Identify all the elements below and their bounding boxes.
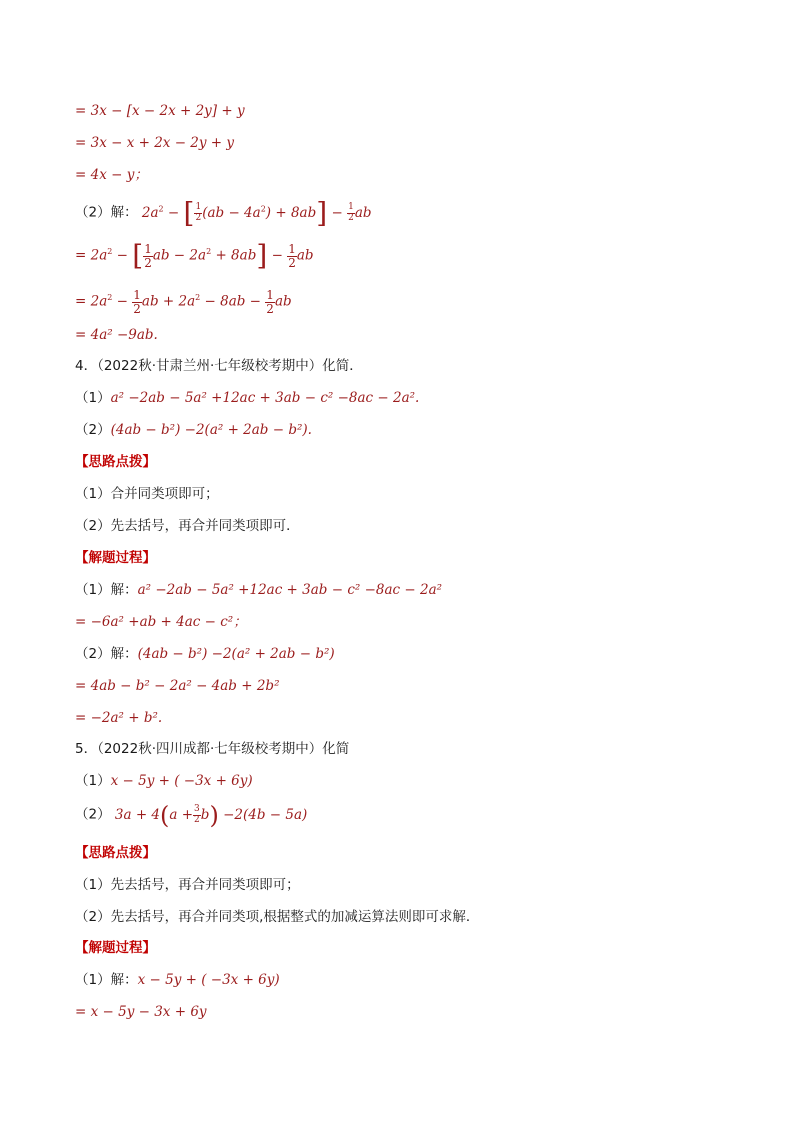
q4-sol2 (75, 644, 335, 664)
expr-seg: 2a (141, 204, 159, 221)
frac-num: 1 (348, 202, 354, 213)
frac-num: 1 (144, 241, 152, 256)
q4-sol1-label: （1）解： (75, 582, 138, 598)
q4-sol2-expr: (4ab − b²) −2(a² + 2ab − b²) (137, 646, 335, 662)
expr-seg: = 2a (75, 247, 108, 264)
expr-seg: + 8ab (211, 247, 257, 264)
q5-sol1-step-1: = x − 5y − 3x + 6y (75, 1004, 207, 1020)
q4-title: 4．（2022秋·甘肃兰州·七年级校考期中）化简． (75, 358, 363, 374)
expr-seg: ab (354, 204, 372, 221)
frac-num: 1 (288, 241, 296, 256)
frac-num: 1 (195, 202, 202, 213)
q5-title: 5．（2022秋·四川成都·七年级校考期中）化简 (75, 741, 350, 757)
expr-seg: (ab − 4a (202, 204, 261, 221)
expr-seg: −2(4b − 5a) (218, 806, 308, 823)
expr-seg: ab (274, 293, 292, 310)
frac-den: 2 (133, 301, 141, 316)
expr-seg: ab − 2a (152, 247, 207, 264)
q4-sol1-expr: a² −2ab − 5a² +12ac + 3ab − c² −8ac − 2a² (137, 582, 443, 598)
frac-den: 2 (194, 814, 200, 825)
frac-den: 2 (348, 212, 354, 223)
q4-sol1 (75, 580, 442, 600)
q5-hint-2: （2）先去括号，再合并同类项,根据整式的加减运算法则即可求解． (75, 909, 480, 925)
q4-hint-2: （2）先去括号，再合并同类项即可． (75, 518, 300, 534)
frac-num: 3 (194, 804, 200, 815)
expr-seg: b (200, 806, 210, 823)
q5-part1-label: （1） (75, 773, 111, 789)
q3-step-3: = 4x − y； (75, 167, 148, 183)
q3-part2-line: （2）解： $2a^2$ − [ $\frac{1}{2}$ $(ab - 4a^2) + 8ab$] − $\frac{1}{2}$ ab (75, 196, 372, 229)
expr-seg: ab + 2a (141, 293, 196, 310)
q5-part2-label: （2） (75, 806, 111, 823)
q3-part2-step-1: = $2a^2$ − [ $\frac{1}{2}$ ab − $2a^2 + 8ab$] − $\frac{1}{2}$ ab (75, 239, 314, 272)
frac-den: 2 (195, 212, 202, 223)
q4-sol2-result: = −2a² + b². (75, 710, 163, 726)
q5-hint-1: （1）先去括号，再合并同类项即可； (75, 877, 300, 893)
expr-seg: a + (169, 806, 194, 823)
q4-part1 (75, 388, 419, 408)
q4-sol2-step-1: = 4ab − b² − 2a² − 4ab + 2b² (75, 678, 280, 694)
expr-seg: ab (296, 247, 314, 264)
q5-solution-heading: 【解题过程】 (75, 940, 156, 956)
expr-seg: ) + 8ab (265, 204, 317, 221)
expr-seg: − 8ab − (200, 293, 261, 310)
q5-part2: （2） 3a + 4(a + $\frac{3}{2}$ b) −2(4b − 5a) (75, 801, 308, 829)
q5-sol1-expr: x − 5y + ( −3x + 6y) (137, 972, 280, 988)
expr-seg: = 2a (75, 293, 108, 310)
q4-hint-1: （1）合并同类项即可； (75, 486, 219, 502)
q3-step-1: = 3x − [x − 2x + 2y] + y (75, 103, 245, 119)
q4-part2-label: （2） (75, 422, 111, 438)
q4-part2 (75, 420, 312, 440)
q4-part1-label: （1） (75, 390, 111, 406)
q3-part2-result: = 4a² −9ab. (75, 327, 158, 343)
q5-part1 (75, 771, 253, 791)
q5-hint-heading: 【思路点拨】 (75, 845, 156, 861)
q3-step-2: = 3x − x + 2x − 2y + y (75, 135, 235, 151)
q4-sol1-result: = −6a² +ab + 4ac − c²； (75, 614, 247, 630)
q5-sol1-label: （1）解： (75, 972, 138, 988)
q4-solution-heading: 【解题过程】 (75, 550, 156, 566)
frac-num: 1 (266, 287, 274, 302)
expr-seg: 3a + 4 (114, 806, 161, 823)
frac-den: 2 (288, 255, 296, 270)
q3-part2-label: （2）解： (75, 204, 138, 221)
q5-sol1 (75, 970, 280, 990)
frac-num: 1 (133, 287, 141, 302)
q4-part2-expr: (4ab − b²) −2(a² + 2ab − b²). (110, 422, 312, 438)
q4-sol2-label: （2）解： (75, 646, 138, 662)
frac-den: 2 (144, 255, 152, 270)
q3-part2-step-2: = $2a^2$ − $\frac{1}{2}$ ab + $2a^2 - 8ab$ − $\frac{1}{2}$ ab (75, 287, 292, 316)
q4-part1-expr: a² −2ab − 5a² +12ac + 3ab − c² −8ac − 2a². (110, 390, 420, 406)
q4-hint-heading: 【思路点拨】 (75, 454, 156, 470)
frac-den: 2 (266, 301, 274, 316)
q5-part1-expr: x − 5y + ( −3x + 6y) (110, 773, 253, 789)
